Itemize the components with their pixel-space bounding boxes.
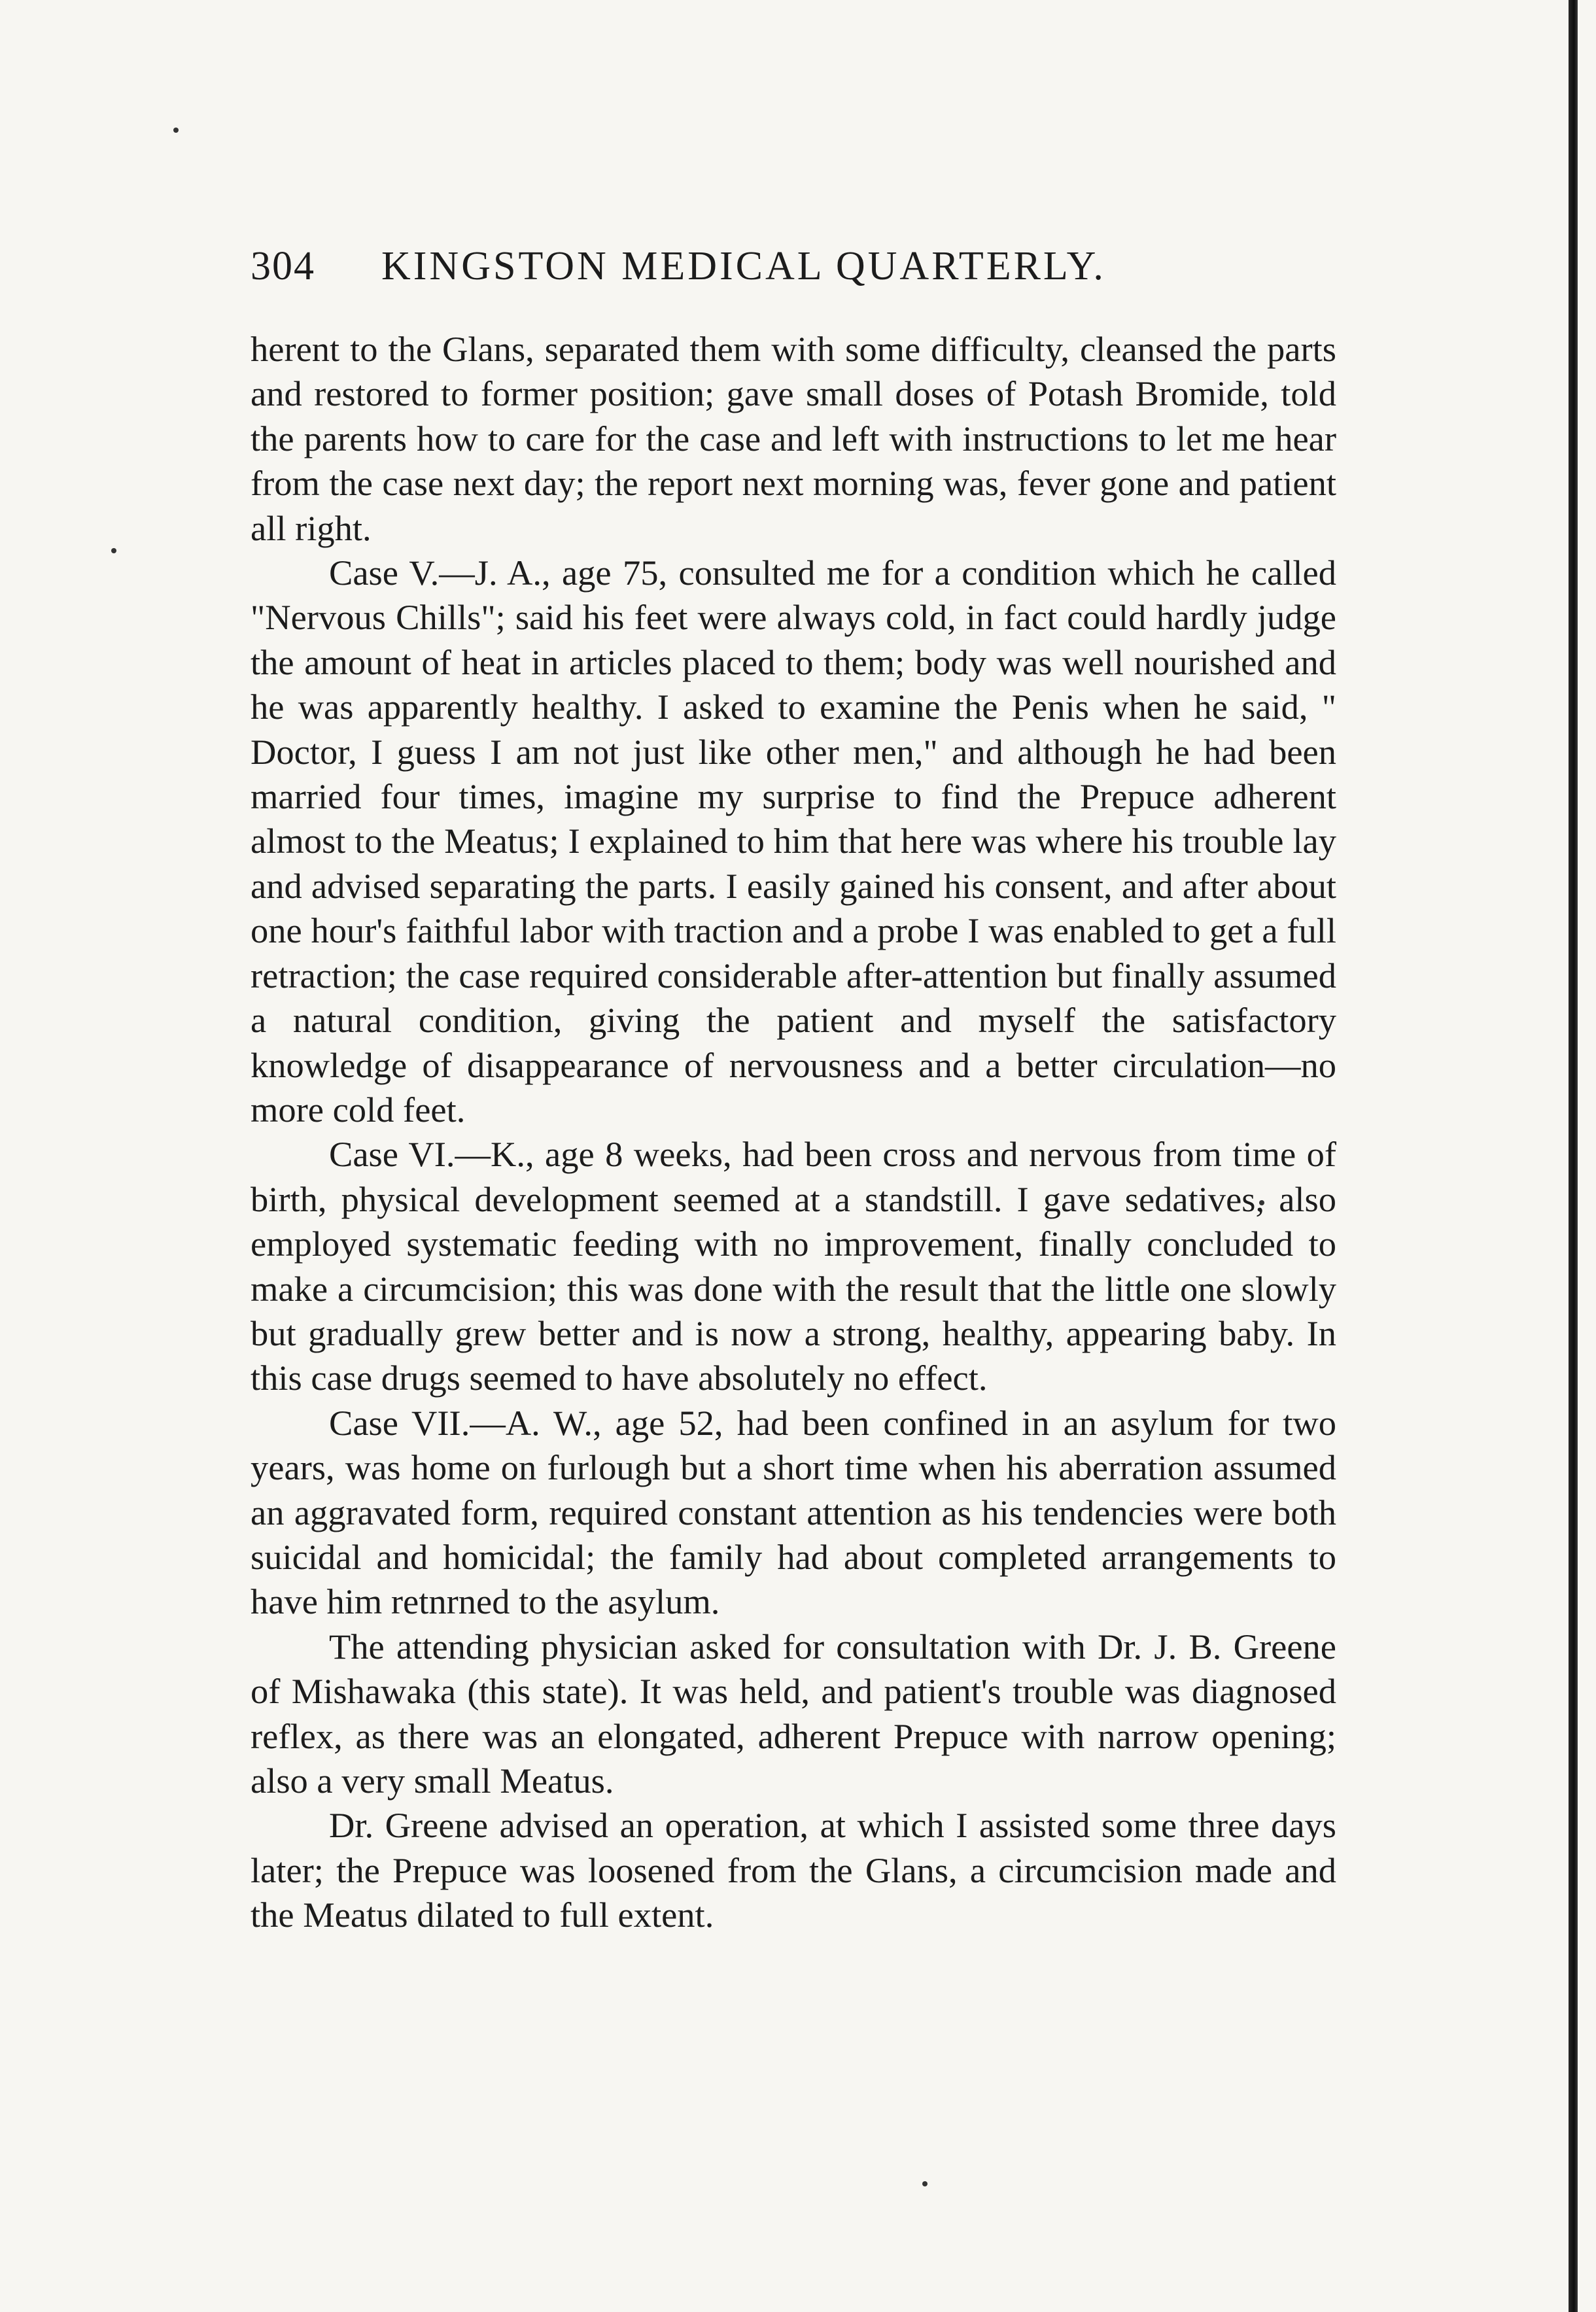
paragraph-continuation: herent to the Glans, separated them with some difficulty, cleansed the parts and restored to former position; gave small doses of Potash Bromide, told the parents how to care for the case and left with instructions to let me hear from the case next day; the report next morning was, fever gone and patient all right. [251,329,1336,548]
running-header [251,243,1336,296]
page-number: 304 [251,244,315,288]
paragraph-case-vi: Case VI.—K., age 8 weeks, had been cross and nervous from time of birth, physical development seemed at a standstill. I gave sedatives, also employed systematic feeding with no improvement, finally concluded to make a circumcision; this was done with the result that the little one slowly but gradually grew better and is now a strong, healthy, appearing baby. In this case drugs seemed to have absolutely no effect. [251,1134,1336,1398]
paragraph-case-vii: Case VII.—A. W., age 52, had been confined in an asylum for two years, was home on furlough but a short time when his aberration assumed an aggravated form, required constant attention as his tendencies were both suicidal and homicidal; the family had about completed arrangements to have him retnrned to the asylum. [251,1402,1336,1622]
ink-speck [111,548,116,553]
ink-speck [173,128,179,133]
paragraph-case-v: Case V.—J. A., age 75, consulted me for a condition which he called "Nervous Chills"; said his feet were always cold, in fact could hardly judge the amount of heat in articles placed to them; body was well nourished and he was apparently healthy. I asked to examine the Penis when he said, " Doctor, I guess I am not just like other men," and although he had been married four times, imagine my surprise to find the Prepuce adherent almost to the Meatus; I explained to him that here was where his trouble lay and advised separating the parts. I easily gained his consent, and after about one hour's faithful labor with traction and a probe I was enabled to get a full retraction; the case required considerable after-attention but finally assumed a natural condition, giving the patient and myself the satisfactory knowledge of disappearance of nervousness and a better circulation—no more cold feet. [251,553,1336,1130]
ink-speck [922,2181,928,2186]
running-title: KINGSTON MEDICAL QUARTERLY. [381,244,1106,288]
article-body [251,327,1336,1938]
paragraph-operation: Dr. Greene advised an operation, at which I assisted some three days later; the Prepuce was loosened from the Glans, a circumcision made and the Meatus dilated to full extent. [251,1805,1336,1935]
paragraph-consultation: The attending physician asked for consultation with Dr. J. B. Greene of Mishawaka (this state). It was held, and patient's trouble was diagnosed reflex, as there was an elongated, adherent Prepuce with narrow opening; also a very small Meatus. [251,1626,1336,1801]
page-edge-shadow [1569,0,1578,2312]
